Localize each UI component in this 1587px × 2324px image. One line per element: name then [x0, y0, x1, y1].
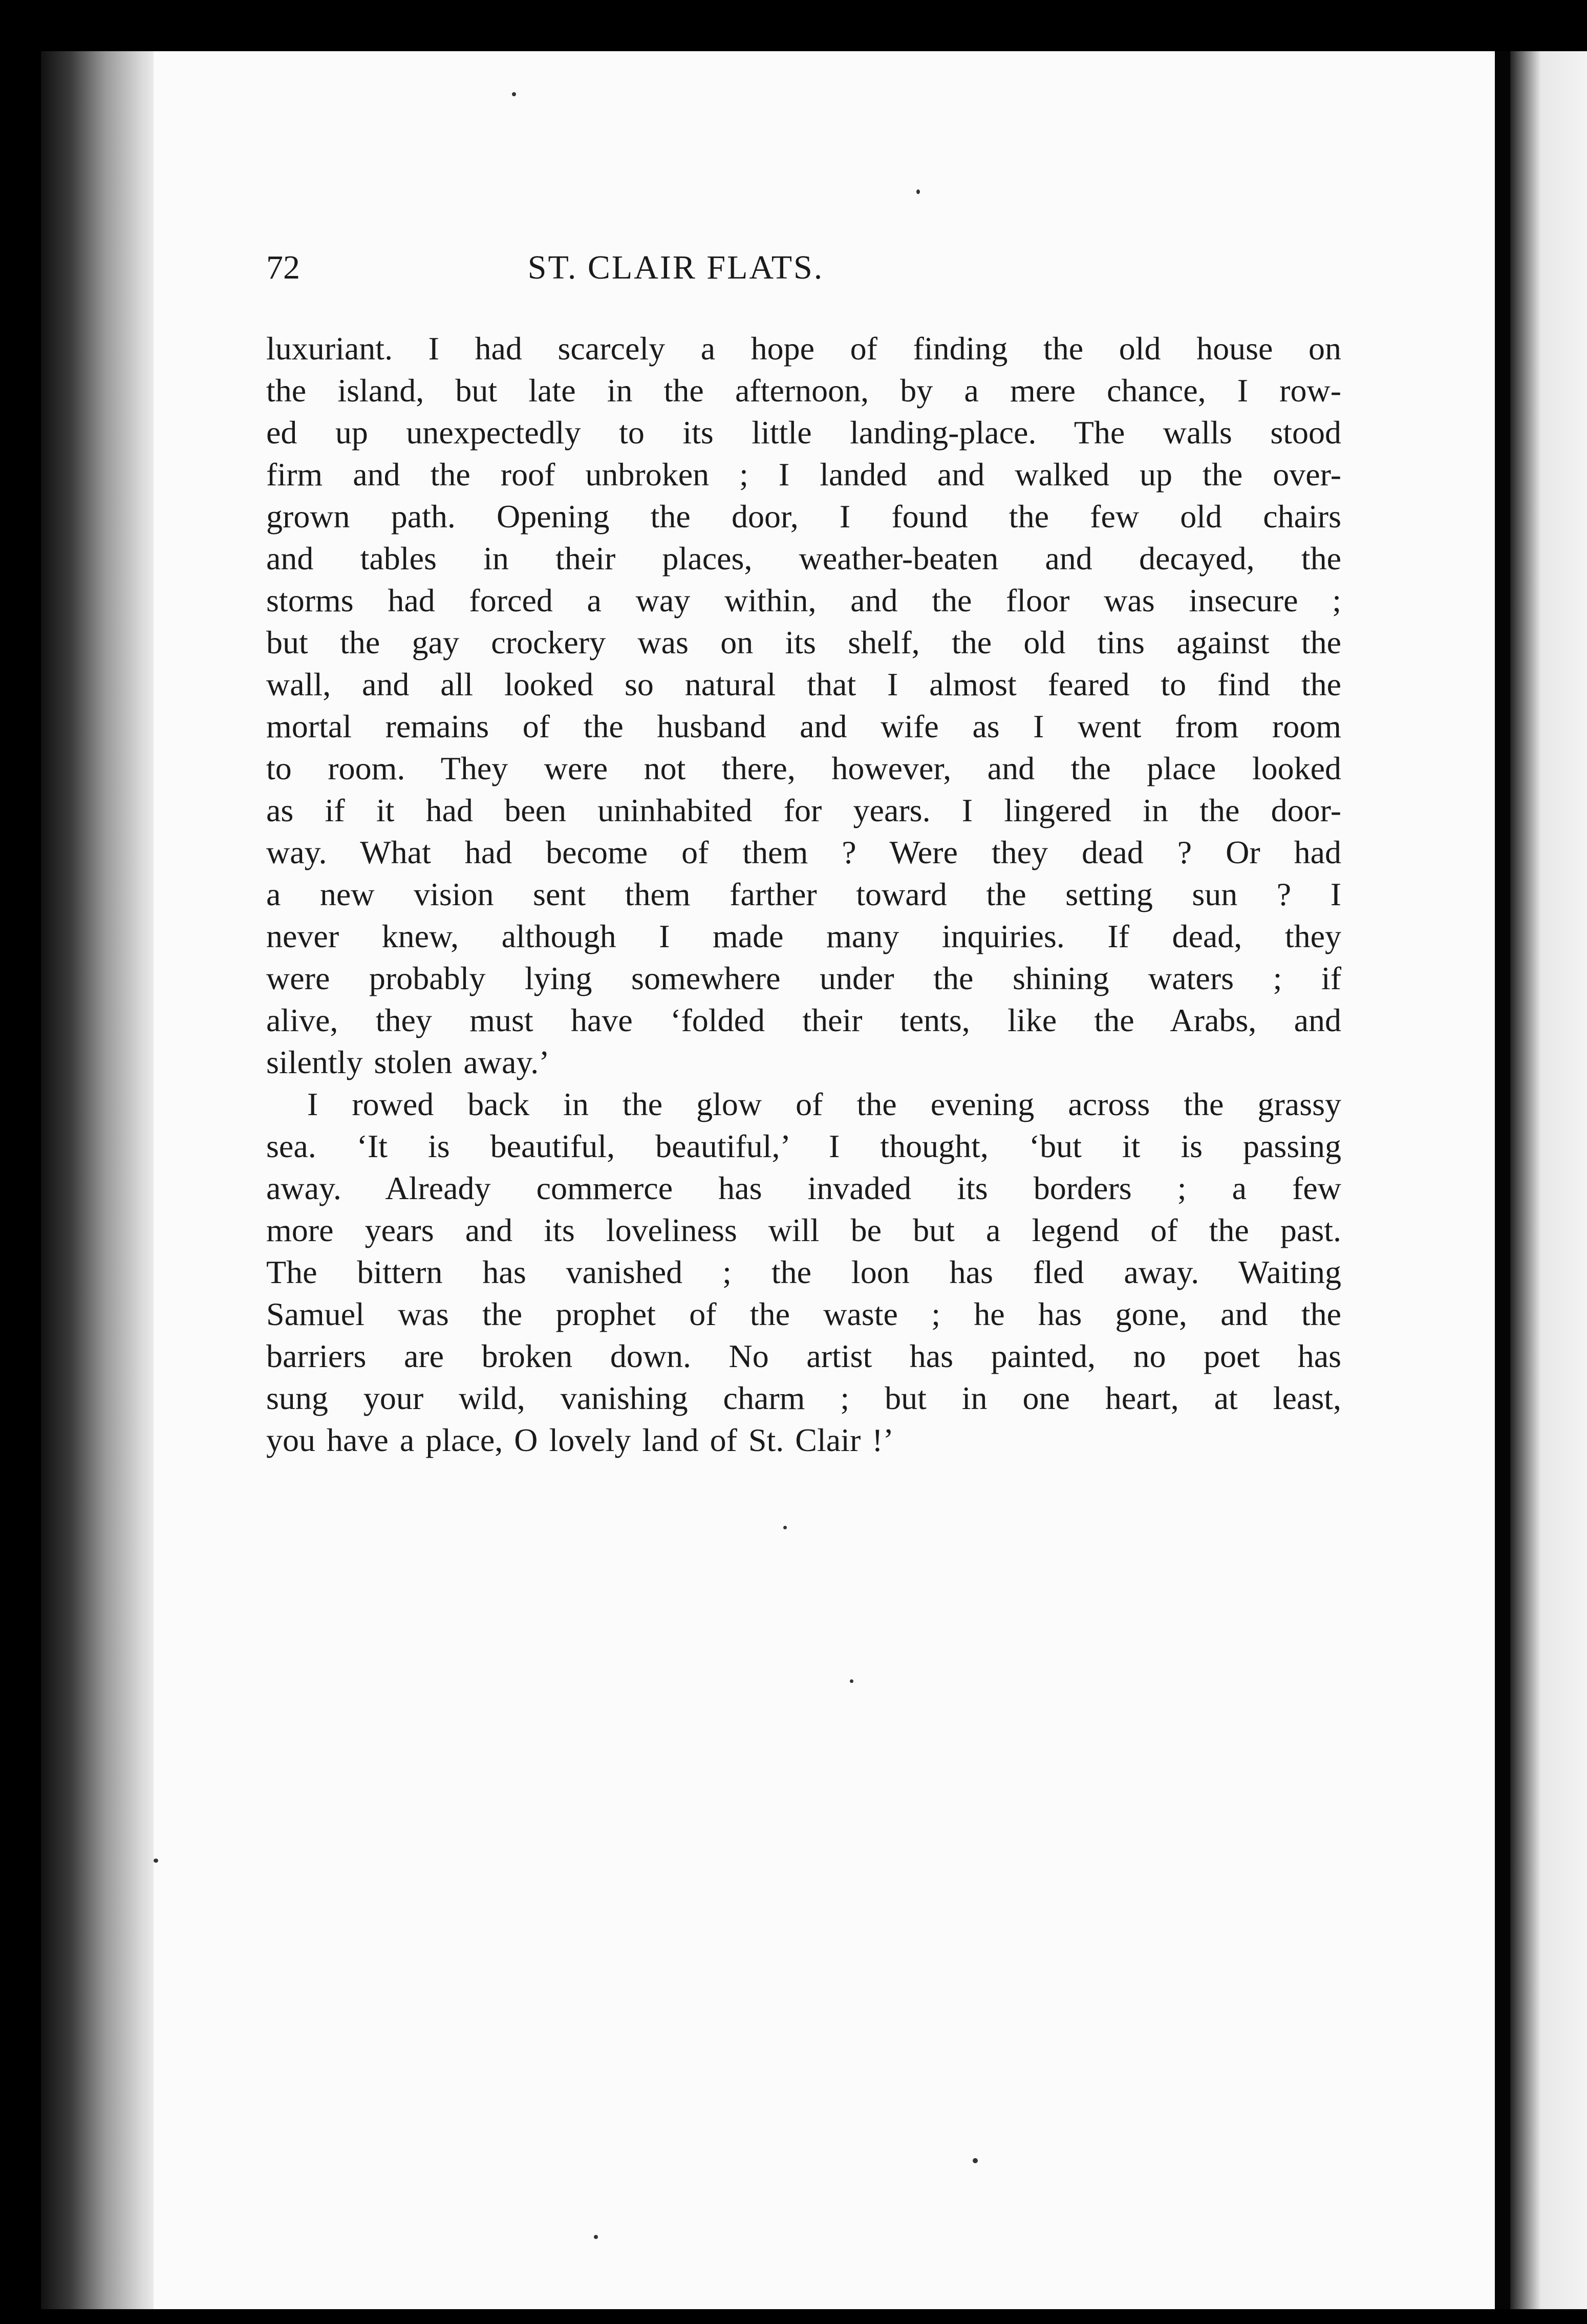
text-line: as if it had been uninhabited for years. I lingered in the door-: [266, 792, 1341, 828]
text-line: luxuriant. I had scarcely a hope of finding the old house on: [266, 330, 1341, 367]
text-line: a new vision sent them farther toward the setting sun ? I: [266, 876, 1341, 912]
text-line: you have a place, O lovely land of St. Clair !’: [266, 1422, 894, 1458]
text-line: silently stolen away.’: [266, 1044, 550, 1080]
page-header: [266, 245, 1085, 291]
text-line: I rowed back in the glow of the evening across the grassy: [307, 1086, 1341, 1122]
text-line: ed up unexpectedly to its little landing-place. The walls stood: [266, 414, 1341, 451]
text-line: more years and its loveliness will be but a legend of the past.: [266, 1212, 1341, 1248]
scan-speck: [916, 189, 920, 194]
text-line: Samuel was the prophet of the waste ; he has gone, and the: [266, 1296, 1341, 1332]
text-line: wall, and all looked so natural that I almost feared to find the: [266, 666, 1341, 702]
text-line: were probably lying somewhere under the shining waters ; if: [266, 960, 1341, 996]
text-line: away. Already commerce has invaded its borders ; a few: [266, 1170, 1341, 1206]
text-line: sea. ‘It is beautiful, beautiful,’ I thought, ‘but it is passing: [266, 1128, 1341, 1164]
scan-speck: [512, 92, 516, 96]
book-gutter-shadow: [41, 51, 159, 2309]
text-line: never knew, although I made many inquiries. If dead, they: [266, 918, 1341, 954]
text-line: barriers are broken down. No artist has painted, no poet has: [266, 1338, 1341, 1374]
text-line: The bittern has vanished ; the loon has fled away. Waiting: [266, 1254, 1341, 1290]
text-line: sung your wild, vanishing charm ; but in one heart, at least,: [266, 1380, 1341, 1416]
scan-speck: [594, 2235, 598, 2239]
text-line: storms had forced a way within, and the floor was insecure ;: [266, 582, 1341, 619]
text-line: way. What had become of them ? Were they dead ? Or had: [266, 834, 1341, 870]
text-line: the island, but late in the afternoon, by a mere chance, I row-: [266, 372, 1341, 409]
text-line: to room. They were not there, however, and the place looked: [266, 750, 1341, 786]
text-line: mortal remains of the husband and wife as I went from room: [266, 708, 1341, 744]
page-number: 72: [266, 249, 300, 286]
text-line: alive, they must have ‘folded their tents, like the Arabs, and: [266, 1002, 1341, 1038]
facing-page-edge: [1510, 51, 1587, 2309]
scan-speck: [154, 1859, 158, 1863]
scan-speck: [973, 2158, 978, 2163]
body-text: [266, 328, 1341, 1461]
text-line: grown path. Opening the door, I found the few old chairs: [266, 498, 1341, 535]
text-line: but the gay crockery was on its shelf, the old tins against the: [266, 624, 1341, 660]
running-head: ST. CLAIR FLATS.: [527, 249, 824, 286]
page-edge-shadow: [1495, 51, 1510, 2309]
text-line: and tables in their places, weather-beaten and decayed, the: [266, 540, 1341, 577]
scan-speck: [783, 1526, 787, 1529]
scan-speck: [850, 1679, 853, 1683]
text-line: firm and the roof unbroken ; I landed and walked up the over-: [266, 456, 1341, 493]
